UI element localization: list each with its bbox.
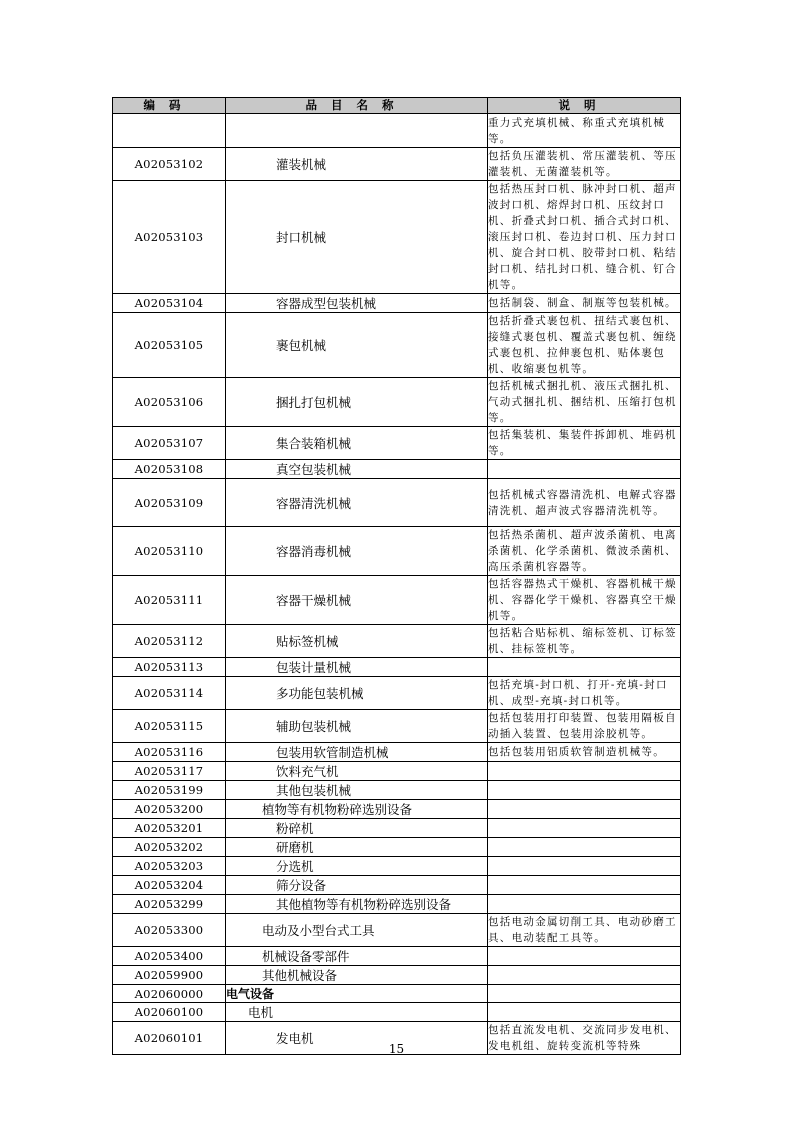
table-header-row	[113, 98, 681, 114]
table-row	[113, 743, 681, 762]
item-code: A02053202	[113, 838, 226, 857]
item-code: A02053203	[113, 857, 226, 876]
item-description: 包括机械式容器清洗机、电解式容器清洗机、超声波式容器清洗机等。	[488, 479, 681, 527]
item-name: 电动及小型台式工具	[226, 914, 488, 947]
item-name: 发电机	[226, 1022, 488, 1055]
item-code	[113, 114, 226, 148]
item-description	[488, 876, 681, 895]
table-row	[113, 710, 681, 743]
item-description	[488, 857, 681, 876]
item-name: 容器干燥机械	[226, 576, 488, 625]
item-description	[488, 838, 681, 857]
table-row	[113, 313, 681, 378]
item-code: A02053117	[113, 762, 226, 781]
table-row	[113, 838, 681, 857]
item-description: 包括制袋、制盒、制瓶等包装机械。	[488, 294, 681, 313]
header-description: 说明	[488, 98, 681, 114]
item-description: 包括集装机、集装件拆卸机、堆码机等。	[488, 427, 681, 460]
item-name: 封口机械	[226, 181, 488, 294]
table-row	[113, 781, 681, 800]
item-description: 包括充填-封口机、打开-充填-封口机、成型-充填-封口机等。	[488, 677, 681, 710]
item-name: 贴标签机械	[226, 625, 488, 658]
item-code: A02053199	[113, 781, 226, 800]
table-row	[113, 895, 681, 914]
table-row	[113, 762, 681, 781]
table-row	[113, 857, 681, 876]
item-code: A02060100	[113, 1003, 226, 1022]
item-name: 容器成型包装机械	[226, 294, 488, 313]
item-code: A02053113	[113, 658, 226, 677]
item-name: 多功能包装机械	[226, 677, 488, 710]
item-code: A02053201	[113, 819, 226, 838]
item-description	[488, 819, 681, 838]
item-description	[488, 800, 681, 819]
item-name: 其他包装机械	[226, 781, 488, 800]
item-description: 包括包装用铝质软管制造机械等。	[488, 743, 681, 762]
item-description: 包括粘合贴标机、缩标签机、订标签机、挂标签机等。	[488, 625, 681, 658]
item-description: 包括包装用打印装置、包装用隔板自动插入装置、包装用涂胶机等。	[488, 710, 681, 743]
item-description	[488, 947, 681, 966]
table-row	[113, 148, 681, 181]
item-code: A02053115	[113, 710, 226, 743]
table-row	[113, 876, 681, 895]
table-row	[113, 181, 681, 294]
item-description	[488, 966, 681, 985]
table-row	[113, 800, 681, 819]
item-name: 粉碎机	[226, 819, 488, 838]
table-row	[113, 677, 681, 710]
item-description: 包括折叠式裹包机、扭结式裹包机、接缝式裹包机、覆盖式裹包机、缠绕式裹包机、拉伸裹包机、贴体裹包机、收缩裹包机等。	[488, 313, 681, 378]
item-code: A02053112	[113, 625, 226, 658]
item-name: 包装计量机械	[226, 658, 488, 677]
item-description: 包括负压灌装机、常压灌装机、等压灌装机、无菌灌装机等。	[488, 148, 681, 181]
table-row	[113, 914, 681, 947]
item-description	[488, 985, 681, 1003]
item-code: A02053106	[113, 378, 226, 427]
item-name: 容器清洗机械	[226, 479, 488, 527]
item-name	[226, 114, 488, 148]
item-description	[488, 762, 681, 781]
table-row	[113, 460, 681, 479]
item-description	[488, 1003, 681, 1022]
header-code: 编码	[113, 98, 226, 114]
item-name: 机械设备零部件	[226, 947, 488, 966]
header-name: 品目名称	[226, 98, 488, 114]
item-description	[488, 781, 681, 800]
item-name: 电机	[226, 1003, 488, 1022]
item-name: 其他机械设备	[226, 966, 488, 985]
item-code: A02053105	[113, 313, 226, 378]
item-name: 容器消毒机械	[226, 527, 488, 576]
table-row	[113, 427, 681, 460]
item-code: A02053110	[113, 527, 226, 576]
table-row	[113, 985, 681, 1003]
item-name: 饮料充气机	[226, 762, 488, 781]
item-code: A02053300	[113, 914, 226, 947]
table-row	[113, 527, 681, 576]
item-name: 真空包装机械	[226, 460, 488, 479]
item-code: A02053102	[113, 148, 226, 181]
item-code: A02053116	[113, 743, 226, 762]
catalog-table	[112, 97, 681, 1055]
item-code: A02053103	[113, 181, 226, 294]
item-name: 其他植物等有机物粉碎选别设备	[226, 895, 488, 914]
table-row	[113, 378, 681, 427]
item-code: A02053114	[113, 677, 226, 710]
item-description	[488, 460, 681, 479]
item-name: 研磨机	[226, 838, 488, 857]
table-row	[113, 966, 681, 985]
item-description: 包括直流发电机、交流同步发电机、发电机组、旋转变流机等特殊	[488, 1022, 681, 1055]
item-description: 包括容器热式干燥机、容器机械干燥机、容器化学干燥机、容器真空干燥机等。	[488, 576, 681, 625]
item-code: A02053299	[113, 895, 226, 914]
item-code: A02053200	[113, 800, 226, 819]
item-code: A02060101	[113, 1022, 226, 1055]
item-code: A02053108	[113, 460, 226, 479]
table-row	[113, 819, 681, 838]
table-row	[113, 576, 681, 625]
table-row	[113, 1003, 681, 1022]
item-code: A02053204	[113, 876, 226, 895]
item-description: 包括机械式捆扎机、液压式捆扎机、气动式捆扎机、捆结机、压缩打包机等。	[488, 378, 681, 427]
item-code: A02053111	[113, 576, 226, 625]
item-name: 辅助包装机械	[226, 710, 488, 743]
item-description: 包括热压封口机、脉冲封口机、超声波封口机、熔焊封口机、压纹封口机、折叠式封口机、插合式封口机、滚压封口机、卷边封口机、压力封口机、旋合封口机、胶带封口机、粘结封口机、结扎封口机、缝合机、钉合机等。	[488, 181, 681, 294]
item-code: A02053109	[113, 479, 226, 527]
item-description: 包括电动金属切削工具、电动砂磨工具、电动装配工具等。	[488, 914, 681, 947]
item-code: A02060000	[113, 985, 226, 1003]
item-name: 集合装箱机械	[226, 427, 488, 460]
table-row	[113, 294, 681, 313]
item-name: 分选机	[226, 857, 488, 876]
table-row	[113, 114, 681, 148]
item-code: A02053107	[113, 427, 226, 460]
item-name: 筛分设备	[226, 876, 488, 895]
item-code: A02053104	[113, 294, 226, 313]
item-name: 电气设备	[226, 985, 488, 1003]
item-description	[488, 895, 681, 914]
item-code: A02059900	[113, 966, 226, 985]
item-name: 包装用软管制造机械	[226, 743, 488, 762]
item-code: A02053400	[113, 947, 226, 966]
item-description	[488, 658, 681, 677]
table-row	[113, 625, 681, 658]
item-description: 包括热杀菌机、超声波杀菌机、电离杀菌机、化学杀菌机、微波杀菌机、高压杀菌机容器等。	[488, 527, 681, 576]
item-name: 灌装机械	[226, 148, 488, 181]
page-number: 15	[388, 1042, 405, 1056]
item-description: 重力式充填机械、称重式充填机械等。	[488, 114, 681, 148]
table-row	[113, 479, 681, 527]
table-row	[113, 658, 681, 677]
item-name: 植物等有机物粉碎选别设备	[226, 800, 488, 819]
table-row	[113, 947, 681, 966]
item-name: 捆扎打包机械	[226, 378, 488, 427]
item-name: 裹包机械	[226, 313, 488, 378]
